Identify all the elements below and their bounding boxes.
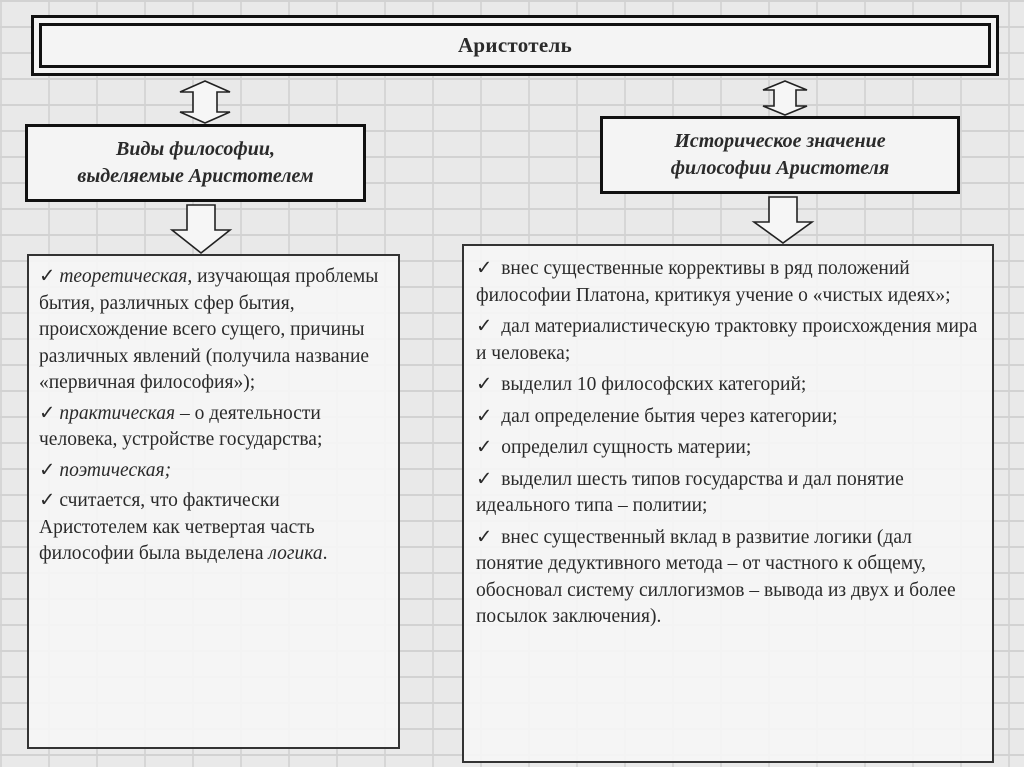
- list-item: ✓ определил сущность материи;: [476, 437, 752, 458]
- right-content-box: [462, 244, 994, 763]
- down-arrow-right-icon: [752, 196, 814, 244]
- checkmark-icon: ✓: [476, 316, 493, 337]
- right-heading-box: [600, 116, 960, 194]
- list-item: ✓ практическая – о деятельности человека, устройстве государства;: [39, 402, 323, 450]
- checkmark-icon: ✓: [476, 405, 493, 427]
- list-item: ✓ поэтическая;: [39, 459, 172, 481]
- double-arrow-left-icon: [178, 80, 232, 124]
- list-item: ✓ внес существенный вклад в развитие логики (дал понятие дедуктивного метода – от частного к общему, обосновал систему силлогизмов – вывода из двух и более посылок заключения).: [476, 526, 956, 627]
- checkmark-icon: ✓: [476, 374, 493, 395]
- page-title: Аристотель: [39, 23, 991, 68]
- list-item: ✓ считается, что фактически Аристотелем как четвертая часть философии была выделена логика.: [39, 490, 328, 564]
- double-arrow-right-icon: [761, 80, 809, 116]
- checkmark-icon: ✓: [476, 468, 493, 490]
- title-box: [31, 15, 999, 76]
- list-item: ✓ дал определение бытия через категории;: [476, 405, 838, 427]
- right-heading-line1: Историческое значение: [674, 130, 886, 152]
- checkmark-icon: ✓: [39, 459, 56, 481]
- right-heading-line2: философии Аристотеля: [670, 157, 890, 179]
- list-item: ✓ выделил 10 философских категорий;: [476, 374, 807, 395]
- checkmark-icon: ✓: [476, 526, 493, 548]
- left-content-box: [27, 254, 400, 749]
- list-item: ✓ выделил шесть типов государства и дал понятие идеального типа – политии;: [476, 468, 904, 516]
- checkmark-icon: ✓: [39, 402, 56, 424]
- list-item: ✓ теоретическая, изучающая проблемы бытия, различных сфер бытия, происхождение всего сущего, причины различных явлений (получила название «первичная философия»);: [39, 266, 379, 393]
- list-item: ✓ дал материалистическую трактовку происхождения мира и человека;: [476, 316, 978, 364]
- list-item: ✓ внес существенные коррективы в ряд положений философии Платона, критикуя учение о «чистых идеях»;: [476, 258, 951, 306]
- checkmark-icon: ✓: [39, 490, 56, 511]
- left-heading-box: [25, 124, 366, 202]
- down-arrow-left-icon: [170, 204, 232, 254]
- checkmark-icon: ✓: [476, 258, 493, 279]
- checkmark-icon: ✓: [39, 266, 56, 287]
- left-heading-line1: Виды философии,: [116, 138, 275, 160]
- left-heading-line2: выделяемые Аристотелем: [77, 165, 314, 187]
- checkmark-icon: ✓: [476, 437, 493, 458]
